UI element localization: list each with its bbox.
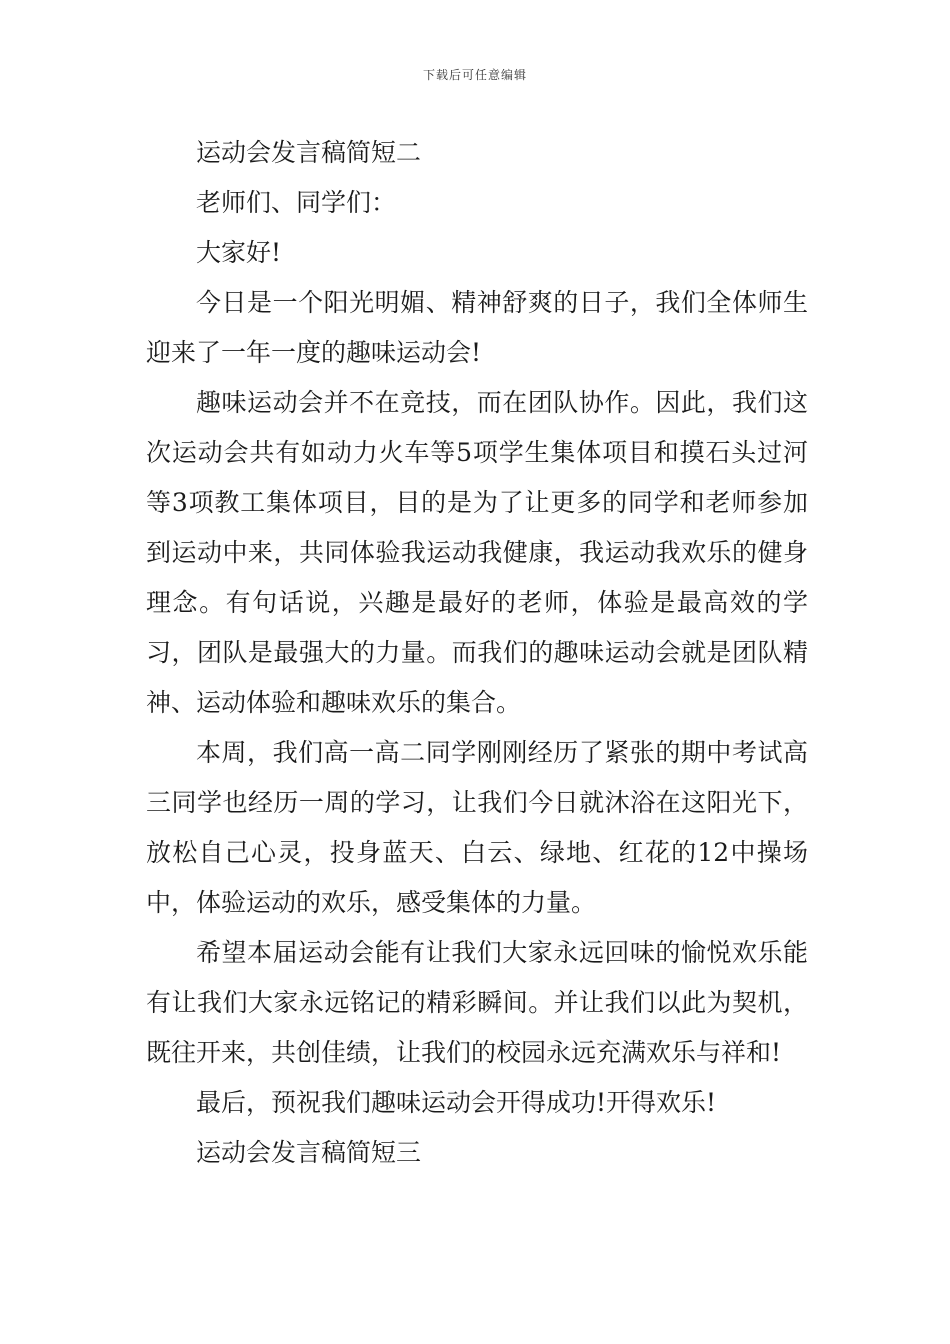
salutation: 老师们、同学们： xyxy=(196,188,397,217)
paragraph: 今日是一个阳光明媚、精神舒爽的日子，我们全体师生迎来了一年一度的趣味运动会! xyxy=(146,288,808,367)
document-body xyxy=(146,128,808,1178)
header-note: 下载后可任意编辑 xyxy=(422,68,527,82)
section-title: 运动会发言稿简短二 xyxy=(196,138,422,167)
paragraph: 希望本届运动会能有让我们大家永远回味的愉悦欢乐能有让我们大家永远铭记的精彩瞬间。并让我们以此为契机，既往开来，共创佳绩，让我们的校园永远充满欢乐与祥和! xyxy=(146,938,808,1067)
paragraph: 本周，我们高一高二同学刚刚经历了紧张的期中考试高三同学也经历一周的学习，让我们今日就沐浴在这阳光下，放松自己心灵，投身蓝天、白云、绿地、红花的12中操场中，体验运动的欢乐，感受集体的力量。 xyxy=(146,738,808,917)
closing-line: 最后，预祝我们趣味运动会开得成功!开得欢乐! xyxy=(196,1088,717,1117)
greeting: 大家好! xyxy=(196,238,282,267)
paragraph: 趣味运动会并不在竞技，而在团队协作。因此，我们这次运动会共有如动力火车等5项学生集体项目和摸石头过河等3项教工集体项目，目的是为了让更多的同学和老师参加到运动中来，共同体验我运动我健康，我运动我欢乐的健身理念。有句话说，兴趣是最好的老师，体验是最高效的学习，团队是最强大的力量。而我们的趣味运动会就是团队精神、运动体验和趣味欢乐的集合。 xyxy=(146,388,808,717)
section-title: 运动会发言稿简短三 xyxy=(196,1138,422,1167)
